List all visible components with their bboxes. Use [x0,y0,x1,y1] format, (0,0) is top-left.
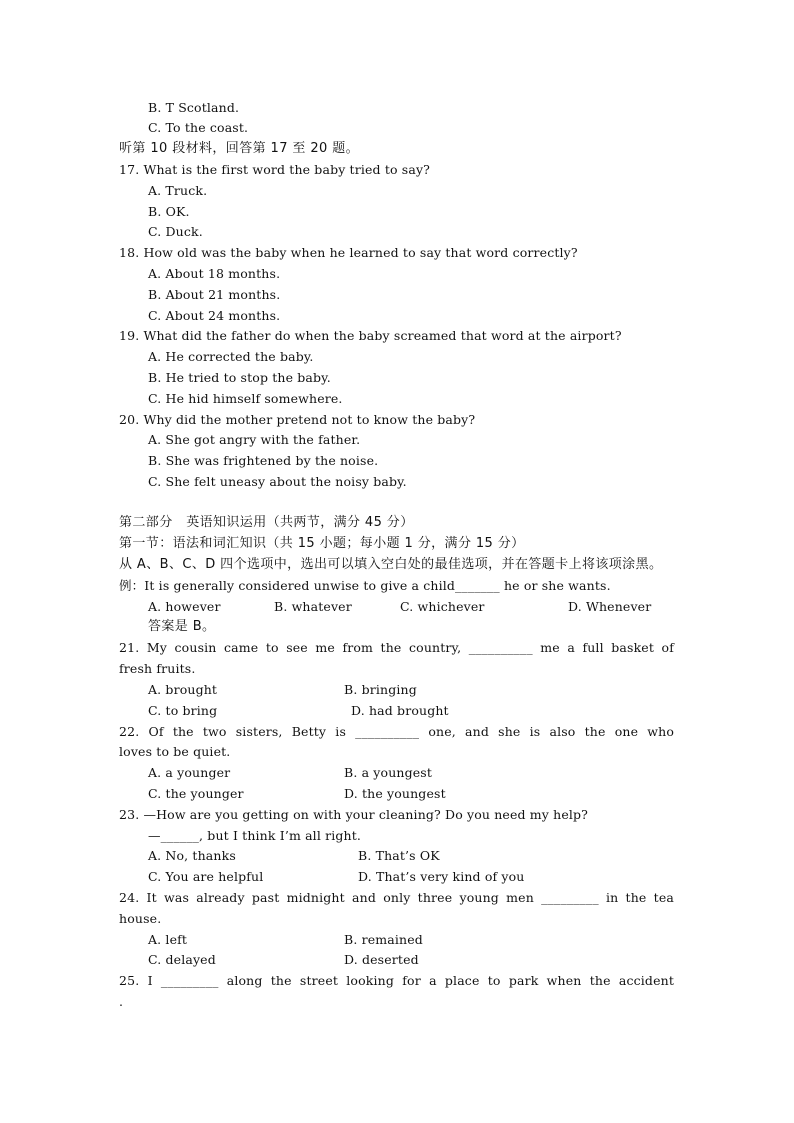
question-17: 17. What is the first word the baby tried to say? [119,162,431,177]
example-option-d: D. Whenever [568,599,652,614]
question-24-cont: house. [119,911,162,926]
q18-option-c: C. About 24 months. [148,308,281,323]
q22-option-d: D. the youngest [344,786,446,801]
example-answer: 答案是 B。 [148,619,216,634]
q23-option-a: A. No, thanks [148,848,236,863]
question-19: 19. What did the father do when the baby screamed that word at the airport? [119,328,622,343]
question-21-cont: fresh fruits. [119,661,196,676]
example-option-a: A. however [148,599,221,614]
example-option-b: B. whatever [274,599,352,614]
q19-option-a: A. He corrected the baby. [148,349,314,364]
q21-option-a: A. brought [148,682,218,697]
question-23: 23. —How are you getting on with your cleaning? Do you need my help? [119,807,589,822]
q17-option-a: A. Truck. [148,183,208,198]
section-instructions: 从 A、B、C、D 四个选项中，选出可以填入空白处的最佳选项，并在答题卡上将该项涂黑。 [119,557,663,572]
q24-option-a: A. left [148,932,188,947]
q17-option-b: B. OK. [148,204,190,219]
question-22-cont: loves to be quiet. [119,744,231,759]
question-24: 24. It was already past midnight and only three young men _________ in the tea [119,890,674,905]
q21-option-b: B. bringing [344,682,417,697]
part-two-heading: 第二部分 英语知识运用（共两节，满分 45 分） [119,515,414,530]
section-instruction-text10: 听第 10 段材料，回答第 17 至 20 题。 [119,141,360,156]
q23-option-c: C. You are helpful [148,869,264,884]
q24-option-b: B. remained [344,932,423,947]
q23-option-d: D. That’s very kind of you [358,869,525,884]
q22-option-a: A. a younger [148,765,231,780]
question-18: 18. How old was the baby when he learned to say that word correctly? [119,245,578,260]
question-25: 25. I _________ along the street looking for a place to park when the accident [119,973,674,988]
q18-option-a: A. About 18 months. [148,266,281,281]
question-21: 21. My cousin came to see me from the country, __________ me a full basket of [119,640,674,655]
section-one-heading: 第一节：语法和词汇知识（共 15 小题；每小题 1 分，满分 15 分） [119,536,525,551]
q20-option-a: A. She got angry with the father. [148,432,361,447]
q18-option-b: B. About 21 months. [148,287,281,302]
q21-option-c: C. to bring [148,703,218,718]
q22-option-c: C. the younger [148,786,244,801]
q20-option-c: C. She felt uneasy about the noisy baby. [148,474,407,489]
question-20: 20. Why did the mother pretend not to know the baby? [119,412,476,427]
example-question: 例：It is generally considered unwise to give a child_______ he or she wants. [119,578,611,593]
q24-option-c: C. delayed [148,952,216,967]
q22-option-b: B. a youngest [344,765,433,780]
q21-option-d: D. had brought [351,703,449,718]
q23-option-b: B. That’s OK [358,848,440,863]
q19-option-c: C. He hid himself somewhere. [148,391,343,406]
example-option-c: C. whichever [400,599,485,614]
q17-option-c: C. Duck. [148,224,203,239]
q20-option-b: B. She was frightened by the noise. [148,453,379,468]
question-23-reply: —______, but I think I’m all right. [148,828,362,843]
q19-option-b: B. He tried to stop the baby. [148,370,331,385]
option-c-coast: C. To the coast. [148,120,249,135]
option-b-scotland: B. T Scotland. [148,100,240,115]
question-22: 22. Of the two sisters, Betty is __________ one, and she is also the one who [119,724,674,739]
q24-option-d: D. deserted [344,952,419,967]
question-25-cont: . [119,994,124,1009]
